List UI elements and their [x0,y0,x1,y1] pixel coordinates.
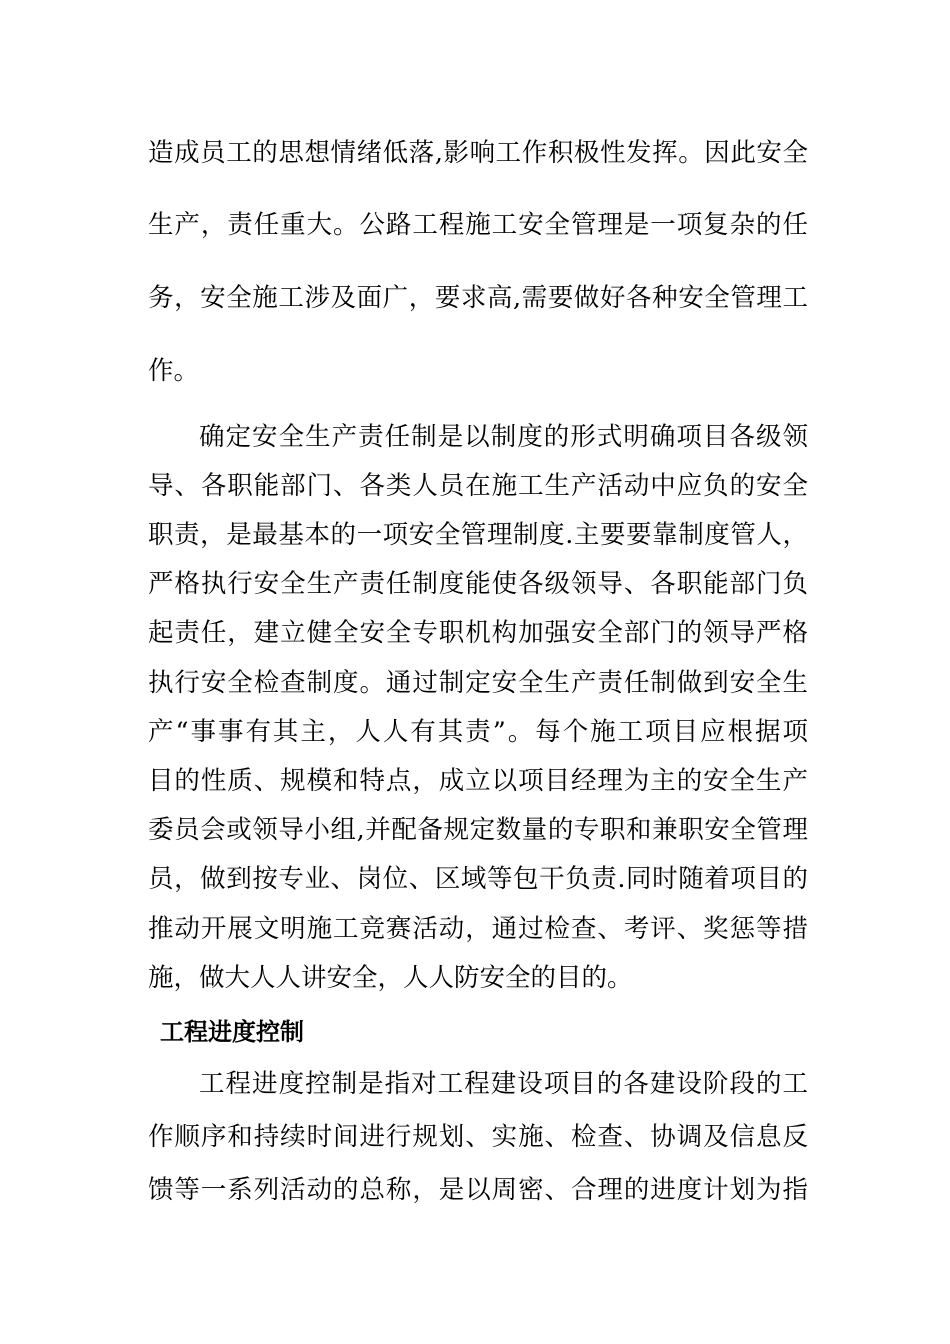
paragraph1-line: 生产，责任重大。公路工程施工安全管理是一项复杂的任 [148,210,808,240]
paragraph2-line: 施，做大人人讲安全，人人防安全的目的。 [148,963,633,993]
paragraph2-line: 目的性质、规模和特点，成立以项目经理为主的安全生产 [148,766,808,796]
paragraph1-line: 作。 [148,356,200,386]
paragraph2-line: 导、各职能部门、各类人员在施工生产活动中应负的安全 [148,471,808,501]
paragraph3-line: 作顺序和持续时间进行规划、实施、检查、协调及信息反 [148,1122,808,1152]
section-heading: 工程进度控制 [160,1018,304,1046]
paragraph1-line: 务，安全施工涉及面广，要求高,需要做好各种安全管理工 [148,283,808,313]
paragraph2-line: 严格执行安全生产责任制度能使各级领导、各职能部门负 [148,569,808,599]
paragraph2-line: 确定安全生产责任制是以制度的形式明确项目各级领 [199,422,808,452]
paragraph2-line: 委员会或领导小组,并配备规定数量的专职和兼职安全管理 [148,815,808,845]
paragraph2-line: 员，做到按专业、岗位、区域等包干负责.同时随着项目的 [148,864,808,894]
paragraph2-line: 起责任，建立健全安全专职机构加强安全部门的领导严格 [148,618,808,648]
paragraph3-line: 馈等一系列活动的总称，是以周密、合理的进度计划为指 [148,1175,808,1205]
paragraph3-line: 工程进度控制是指对工程建设项目的各建设阶段的工 [199,1069,808,1099]
paragraph1-line: 造成员工的思想情绪低落,影响工作积极性发挥。因此安全 [148,138,808,168]
paragraph2-line: 职责，是最基本的一项安全管理制度.主要要靠制度管人， [148,520,808,550]
paragraph2-line: 产“事事有其主，人人有其责”。每个施工项目应根据项 [148,717,808,747]
paragraph2-line: 执行安全检查制度。通过制定安全生产责任制做到安全生 [148,668,808,698]
paragraph2-line: 推动开展文明施工竞赛活动，通过检查、考评、奖惩等措 [148,914,808,944]
